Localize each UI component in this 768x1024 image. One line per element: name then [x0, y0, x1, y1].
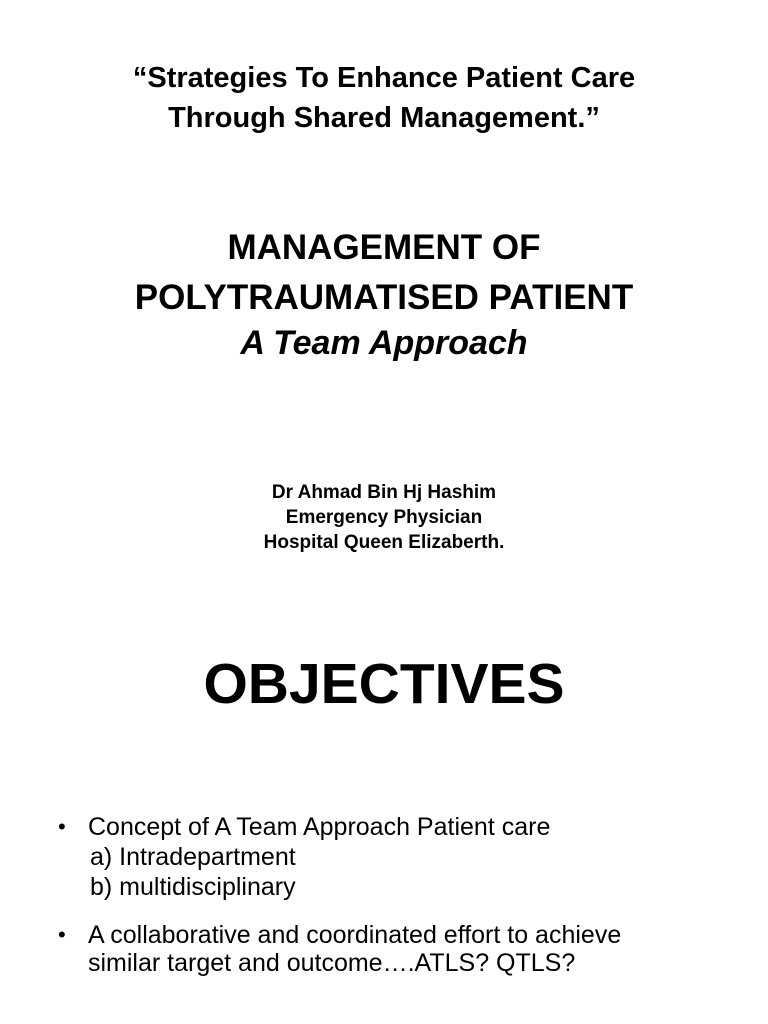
list-item-text: A collaborative and coordinated effort to achieve [88, 921, 622, 949]
sub-item-b: b) multidisciplinary [90, 873, 296, 901]
main-title-line-2: POLYTRAUMATISED PATIENT [134, 278, 634, 317]
list-item-text-continued: similar target and outcome….ATLS? QTLS? [88, 949, 576, 977]
objectives-heading: OBJECTIVES [203, 652, 565, 716]
list-item [58, 812, 738, 902]
bullet-icon: • [58, 814, 66, 839]
author-role: Emergency Physician [285, 507, 483, 528]
quote-title [0, 58, 768, 138]
objectives-list [58, 812, 738, 976]
list-item-text: Concept of A Team Approach Patient care [88, 813, 551, 841]
sub-item-a: a) Intradepartment [90, 843, 296, 871]
quote-line-1: “Strategies To Enhance Patient Care [132, 62, 636, 94]
bullet-icon: • [58, 922, 66, 947]
author-block [0, 480, 768, 555]
quote-line-2: Through Shared Management.” [168, 102, 600, 134]
author-hospital: Hospital Queen Elizaberth. [263, 532, 505, 553]
author-name: Dr Ahmad Bin Hj Hashim [271, 482, 497, 503]
subtitle: A Team Approach [240, 324, 528, 362]
list-item [58, 920, 738, 976]
main-title [0, 223, 768, 323]
main-title-line-1: MANAGEMENT OF [227, 228, 541, 267]
